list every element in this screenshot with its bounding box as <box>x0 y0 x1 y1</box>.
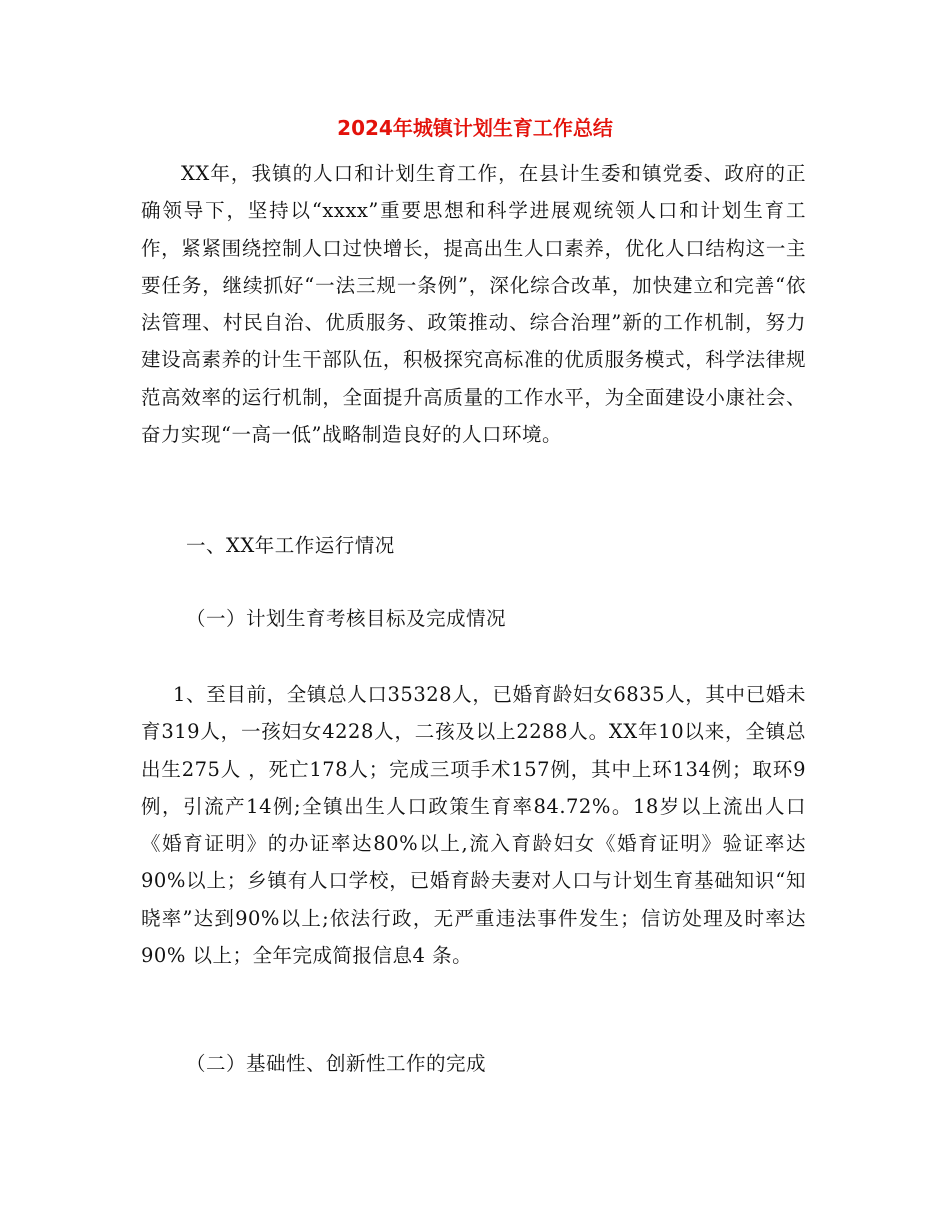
document-title: 2024年城镇计划生育工作总结 <box>337 116 613 140</box>
sub-heading-targets: （一）计划生育考核目标及完成情况 <box>186 607 507 630</box>
sub-heading-basic-work: （二）基础性、创新性工作的完成 <box>186 1052 487 1075</box>
intro-paragraph: XX年，我镇的人口和计划生育工作，在县计生委和镇党委、政府的正确领导下，坚持以“xxxx”重要思想和科学进展观统领人口和计划生育工作，紧紧围绕控制人口过快增长，提高出生人口素养，优化人口结构这一主要任务，继续抓好“一法三规一条例”，深化综合改革，加快建立和完善“依法管理、村民自治、优质服务、政策推动、综合治理”新的工作机制，努力建设高素养的计生干部队伍，积极探究高标准的优质服务模式，科学法律规范高效率的运行机制，全面提升高质量的工作水平，为全面建设小康社会、奋力实现“一高一低”战略制造良好的人口环境。 <box>141 162 806 447</box>
stats-paragraph: 1、至目前，全镇总人口35328人，已婚育龄妇女6835人，其中已婚未育319人，一孩妇女4228人，二孩及以上2288人。XX年10以来，全镇总出生275人 ，死亡178人；完成三项手术157例，其中上环134例；取环9例，引流产14例;全镇出生人口政策生育率84.72%。18岁以上流出人口《婚育证明》的办证率达80%以上,流入育龄妇女《婚育证明》验证率达90%以上；乡镇有人口学校，已婚育龄夫妻对人口与计划生育基础知识“知晓率”达到90%以上;依法行政，无严重违法事件发生；信访处理及时率达 90% 以上；全年完成简报信息4 条。 <box>141 683 806 968</box>
section-heading: 一、XX年工作运行情况 <box>186 534 395 557</box>
